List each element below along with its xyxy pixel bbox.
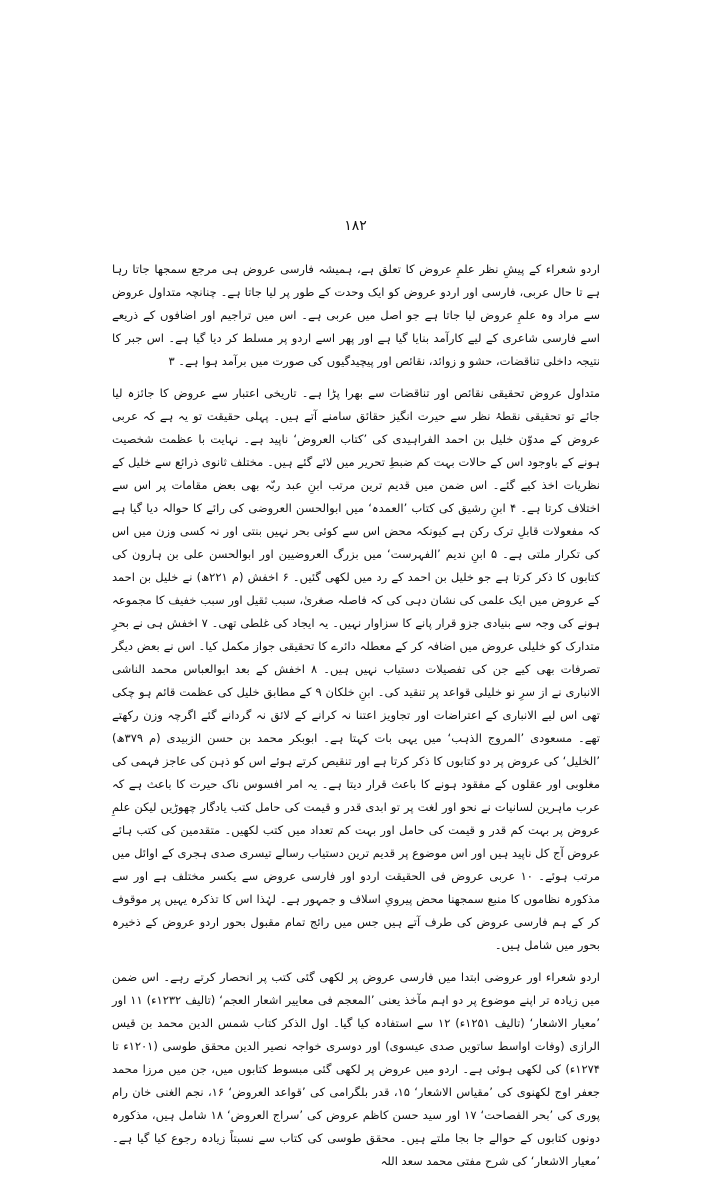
paragraph-2: متداول عروض تحقیقی نقائص اور تناقضات سے بھرا پڑا ہے۔ تاریخی اعتبار سے عروض کا جائزہ لیا جائے تو تحقیقی نقطۂ نظر سے حیرت انگیز حقائق سامنے آتے ہیں۔ پہلی حقیقت تو یہ ہے کہ عربی عروض کے مدوّن خلیل بن احمد الفراہیدی کی ’کتاب العروض‘ ناپید ہے۔ نہایت با عظمت شخصیت ہونے کے باوجود اس کے حالات بہت کم ضبطِ تحریر میں لائے گئے ہیں۔ مختلف ثانوی ذرائع سے خلیل کے نظریات اخذ کیے گئے۔ اس ضمن میں قدیم ترین مرتب ابنِ عبد ربّہ بھی بعض مقامات پر اس سے اختلاف کرتا ہے۔ ۴ ابنِ رشیق کی کتاب ’العمدہ‘ میں ابوالحسن العروضی کی رائے کا حوالہ دیا گیا ہے کہ مفعولات قابلِ ترک رکن ہے کیونکہ محض اس سے کوئی بحر نہیں بنتی اور نہ کسی وزن میں اس کی تکرار ملتی ہے۔ ۵ ابنِ ندیم ’الفہرست‘ میں بزرگ العروضیین اور ابوالحسن علی بن ہارون کی کتابوں کا ذکر کرتا ہے جو خلیل بن احمد کے رد میں لکھی گئیں۔ ۶ اخفش (م ۲۲۱ھ) نے خلیل بن احمد کے عروض میں ایک علمی کی نشان دہی کی کہ فاصلہ صغریٰ، سبب ثقیل اور سبب خفیف کا مجموعہ ہونے کی وجہ سے بنیادی جزو قرار پانے کا سزاوار نہیں۔ یہ ایجاد کی غلطی تھی۔ ۷ اخفش ہی نے بحرِ متدارک کو خلیلی عروض میں اضافہ کر کے معطلہ دائرے کا تحقیقی جواز مکمل کیا۔ اس نے بعض دیگر تصرفات بھی کیے جن کی تفصیلات دستیاب نہیں ہیں۔ ۸ اخفش کے بعد ابوالعباس محمد الناشی الانباری نے از سرِ نو خلیلی قواعد پر تنقید کی۔ ابنِ خلکان ۹ کے مطابق خلیل کی عظمت قائم ہو چکی تھی اس لیے الانباری کے اعتراضات اور تجاویز اعتنا نہ کرانے کے لائق نہ گردانے گئے اگرچہ وزن رکھتے تھے۔ مسعودی ’المروج الذہب‘ میں یہی بات کہتا ہے۔ ابوبکر محمد بن حسن الزبیدی (م ۳۷۹ھ) ’الخلیل‘ کی عروض پر دو کتابوں کا ذکر کرتا ہے اور تنقیص کرتے ہوئے اس کو ذہن کی عاجز فہمی کی مغلوبی اور عقلوں کے مفقود ہونے کا باعث قرار دیتا ہے۔ یہ امر افسوس ناک حیرت کا باعث ہے کہ عرب ماہرین لسانیات نے نحو اور لغت پر تو ابدی قدر و قیمت کی حامل کتب یادگار چھوڑیں لیکن علمِ عروض پر بہت کم قدر و قیمت کی حامل اور بہت کم تعداد میں کتب لکھیں۔ متقدمین کی کتب ہائے عروض آج کل ناپید ہیں اور اس موضوع پر قدیم ترین دستیاب رسالے تیسری صدی ہجری کے اوائل میں مرتب ہوئے۔ ۱۰ عربی عروض فی الحقیقت اردو اور فارسی عروض سے یکسر مختلف ہے اور سے مذکورہ نظاموں کا منبع سمجھنا محض پیرویِ اسلاف و جمہور ہے۔ لہٰذا اس کا تذکرہ یہیں پر موقوف کر کے ہم فارسی عروض کی طرف آتے ہیں جس میں رائج تمام مقبول بحور اردو عروض کے ذخیرہ بحور میں شامل ہیں۔ — [112, 386, 601, 952]
page-number: ۱۸۲ — [344, 218, 367, 234]
paragraph-3: اردو شعراء اور عروضی ابتدا میں فارسی عروض پر لکھی گئی کتب پر انحصار کرتے رہے۔ اس ضمن میں زیادہ تر اپنے موضوع پر دو اہم مآخذ یعنی ’المعجم فی معاییر اشعار العجم‘ (تالیف ۱۲۳۲ء) ۱۱ اور ’معیار الاشعار‘ (تالیف ۱۲۵۱ء) ۱۲ سے استفادہ کیا گیا۔ اول الذکر کتاب شمس الدین محمد بن قیس الرازی (وفات اواسط ساتویں صدی عیسوی) اور دوسری خواجہ نصیر الدین محقق طوسی (۱۲۰۱ء تا ۱۲۷۴ء) کی لکھی ہوئی ہے۔ اردو میں عروض پر لکھی گئی مبسوط کتابوں میں، جن میں مرزا محمد جعفر اوج لکھنوی کی ’مقیاس الاشعار‘ ۱۵، قدر بلگرامی کی ’قواعد العروض‘ ۱۶، نجم الغنی خان رام پوری کی ’بحر الفصاحت‘ ۱۷ اور سید حسن کاظم عروض کی ’سراج العروض‘ ۱۸ شامل ہیں، مذکورہ دونوں کتابوں کے حوالے جا بجا ملتے ہیں۔ محقق طوسی کی کتاب سے نسبتاً زیادہ رجوع کیا گیا ہے۔ ’معیار الاشعار‘ کی شرح مفتی محمد سعد اللہ — [112, 970, 600, 1168]
paragraph-1: اردو شعراء کے پیشِ نظر علمِ عروض کا تعلق ہے، ہمیشہ فارسی عروض ہی مرجع سمجھا جاتا رہا ہے تا حال عربی، فارسی اور اردو عروض کو ایک وحدت کے طور پر لیا جاتا ہے۔ چنانچہ متداول عروض سے مراد وہ علمِ عروض لیا جاتا ہے جو اصل میں عربی ہے۔ اس میں تراجیم اور اضافوں کے ذریعے اسے فارسی شاعری کے لیے کارآمد بنایا گیا ہے اور پھر اسے اردو پر مسلط کر دیا گیا ہے۔ اس جبر کا نتیجہ داخلی تناقضات، حشو و زوائد، نقائص اور پیچیدگیوں کی صورت میں برآمد ہوا ہے۔ ۳ — [112, 262, 600, 368]
body-text — [112, 258, 600, 1182]
